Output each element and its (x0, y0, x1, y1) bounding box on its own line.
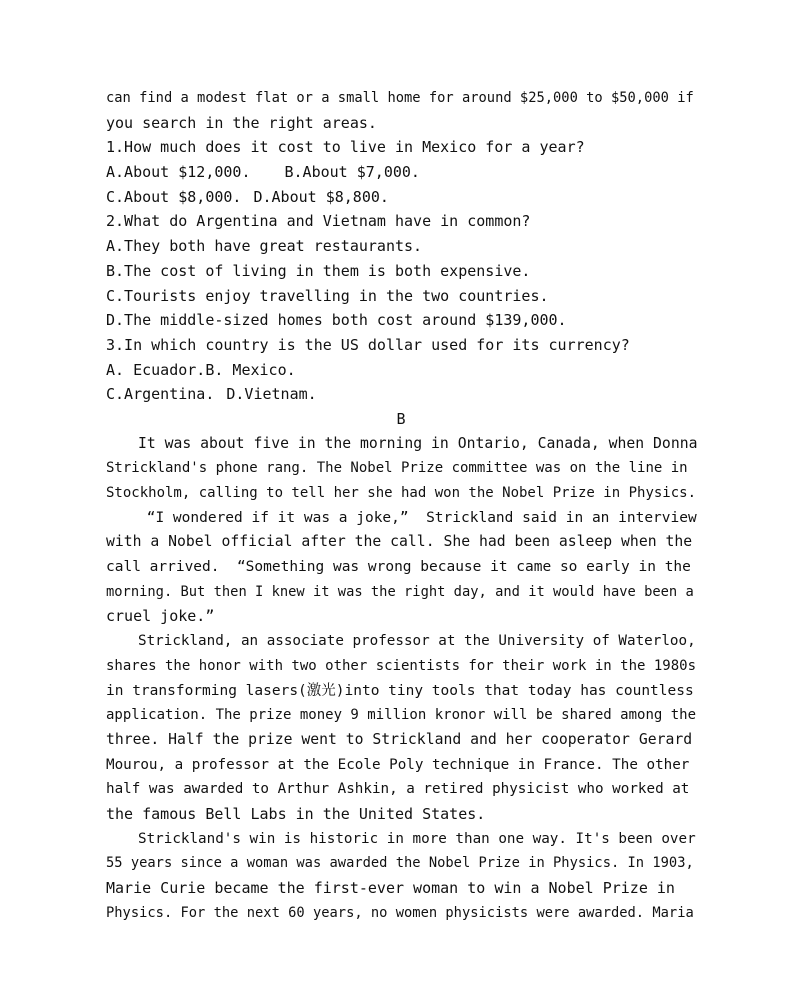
passage-line: “I wondered if it was a joke,” Strickland said in an interview (138, 509, 697, 526)
option-b: B.The cost of living in them is both expensive. (106, 261, 531, 280)
option-d: D.Vietnam. (226, 385, 317, 404)
question-stem: 3.In which country is the US dollar used for its currency? (106, 335, 630, 354)
option-c: C.About $8,000. (106, 187, 242, 206)
passage-line: cruel joke.” (106, 607, 215, 626)
passage-line: Strickland's win is historic in more than one way. It's been over (138, 830, 696, 847)
passage-line: three. Half the prize went to Strickland and her cooperator Gerard (106, 730, 693, 748)
passage-line: half was awarded to Arthur Ashkin, a retired physicist who worked at (106, 781, 690, 798)
option-d: D.The middle-sized homes both cost around $139,000. (106, 311, 567, 330)
option-b: B.About $7,000. (284, 163, 420, 182)
passage-line: Strickland's phone rang. The Nobel Prize committee was on the line in (106, 460, 688, 477)
question-stem: 1.How much does it cost to live in Mexico for a year? (106, 138, 585, 157)
option-a: A.They both have great restaurants. (106, 237, 423, 256)
passage-line: can find a modest flat or a small home for around $25,000 to $50,000 if (106, 90, 694, 106)
passage-line: Physics. For the next 60 years, no women physicists were awarded. Maria (106, 904, 694, 921)
option-row (106, 160, 696, 185)
option-a: A. Ecuador. (106, 360, 206, 379)
passage-line: with a Nobel official after the call. She had been asleep when the (106, 533, 693, 551)
passage-line: application. The prize money 9 million kronor will be shared among the (106, 707, 697, 724)
passage-line: call arrived. “Something was wrong because it came so early in the (106, 559, 691, 576)
passage-line: Marie Curie became the first-ever woman to win a Nobel Prize in (106, 879, 675, 897)
passage-line: morning. But then I knew it was the right day, and it would have been a (106, 583, 694, 600)
passage-line: Mourou, a professor at the Ecole Poly technique in France. The other (106, 756, 690, 773)
passage-line: the famous Bell Labs in the United States. (106, 804, 486, 823)
document-page (106, 86, 696, 925)
passage-line: in transforming lasers(激光)into tiny tools that today has countless (106, 682, 694, 699)
option-row (106, 382, 696, 407)
section-heading: B (396, 409, 406, 428)
option-d: D.About $8,800. (253, 187, 389, 206)
passage-line: you search in the right areas. (106, 113, 377, 132)
option-a: A.About $12,000. (106, 163, 251, 182)
passage-line: Stockholm, calling to tell her she had won the Nobel Prize in Physics. (106, 485, 697, 501)
question-stem: 2.What do Argentina and Vietnam have in common? (106, 212, 531, 231)
option-b: B. Mexico. (205, 360, 296, 379)
option-c: C.Argentina. (106, 385, 215, 404)
option-row (106, 185, 696, 210)
option-row (106, 358, 696, 383)
passage-line: It was about five in the morning in Ontario, Canada, when Donna (138, 434, 698, 452)
passage-line: shares the honor with two other scientists for their work in the 1980s (106, 657, 697, 674)
option-c: C.Tourists enjoy travelling in the two countries. (106, 286, 549, 305)
passage-line: Strickland, an associate professor at the University of Waterloo, (138, 633, 696, 650)
passage-line: 55 years since a woman was awarded the Nobel Prize in Physics. In 1903, (106, 855, 694, 872)
